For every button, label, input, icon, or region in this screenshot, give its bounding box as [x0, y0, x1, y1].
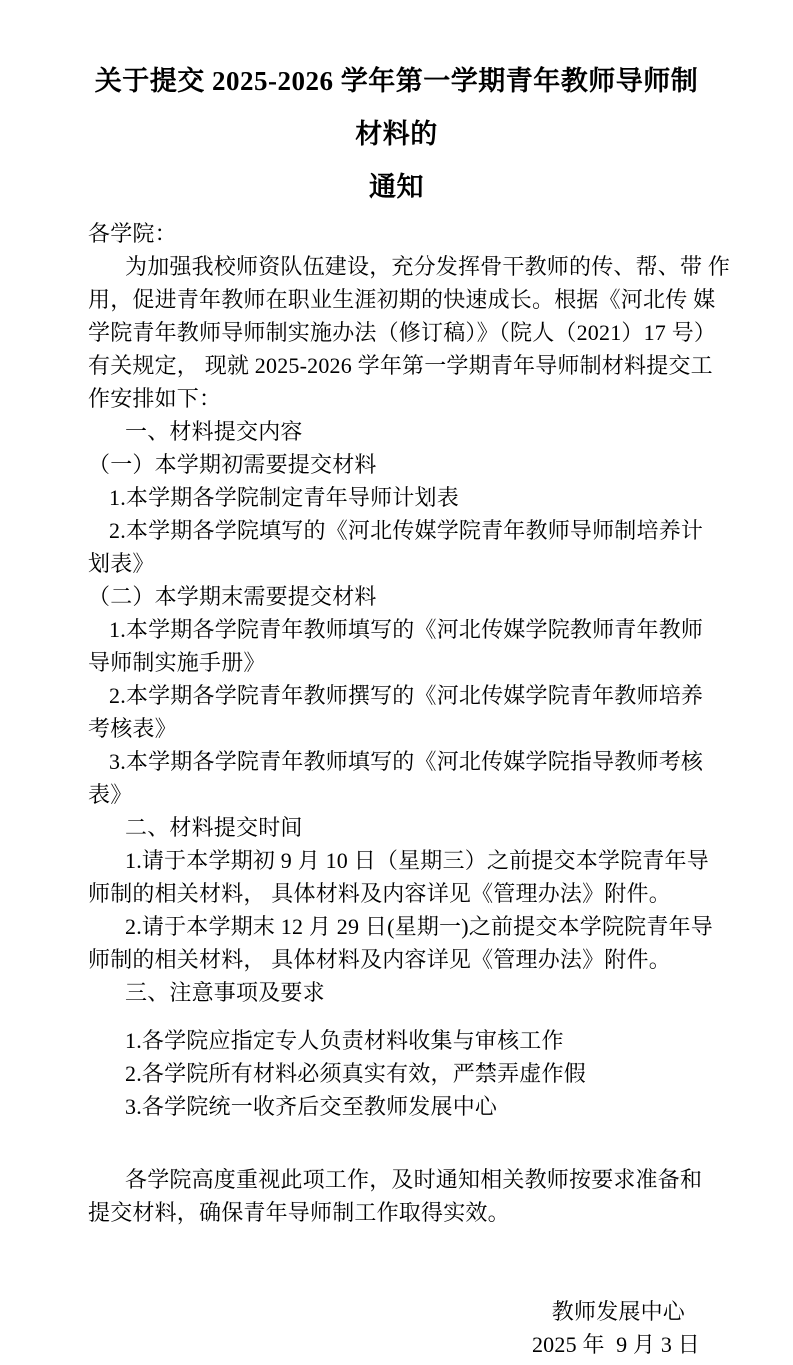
item-1-2-3-line-2: 表》 [88, 782, 133, 807]
item-3-3: 3.各学院统一收齐后交至教师发展中心 [125, 1094, 498, 1119]
intro-line-1: 为加强我校师资队伍建设，充分发挥骨干教师的传、帮、带 作 [125, 254, 731, 279]
intro-line-5: 作安排如下： [88, 386, 222, 411]
signature: 教师发展中心 [551, 1299, 685, 1324]
subsection-1-1-heading: （一）本学期初需要提交材料 [88, 452, 377, 477]
subsection-1-2-heading: （二）本学期末需要提交材料 [88, 584, 377, 609]
item-2-2-line-1: 2.请于本学期末 12 月 29 日(星期一)之前提交本学院院青年导 [125, 914, 713, 939]
intro-line-4: 有关规定， 现就 2025-2026 学年第一学期青年导师制材料提交工 [88, 353, 713, 378]
title-line-2: 通知 [369, 172, 424, 202]
item-1-2-1-line-1: 1.本学期各学院青年教师填写的《河北传媒学院教师青年教师 [109, 617, 704, 642]
spacer [88, 1123, 705, 1163]
item-1-2-3-line-1: 3.本学期各学院青年教师填写的《河北传媒学院指导教师考核 [109, 749, 704, 774]
salutation: 各学院： [88, 221, 177, 246]
item-1-1-2-line-2: 划表》 [88, 551, 155, 576]
document-body [88, 217, 731, 1229]
intro-line-2: 用，促进青年教师在职业生涯初期的快速成长。根据《河北传 媒 [88, 287, 716, 312]
date: 2025 年 9 月 3 日 [531, 1332, 700, 1357]
section-3-heading: 三、注意事项及要求 [125, 980, 325, 1005]
closing-line-2: 提交材料，确保青年导师制工作取得实效。 [88, 1200, 510, 1225]
section-2-heading: 二、材料提交时间 [125, 815, 303, 840]
spacer [88, 1229, 705, 1295]
item-2-1-line-1: 1.请于本学期初 9 月 10 日（星期三）之前提交本学院青年导 [125, 848, 709, 873]
item-1-1-2-line-1: 2.本学期各学院填写的《河北传媒学院青年教师导师制培养计 [109, 518, 704, 543]
item-3-1: 1.各学院应指定专人负责材料收集与审核工作 [125, 1028, 564, 1053]
closing-line-1: 各学院高度重视此项工作，及时通知相关教师按要求准备和 [125, 1167, 703, 1192]
title-line-1: 关于提交 2025-2026 学年第一学期青年教师导师制材料的 [94, 66, 699, 149]
signature-block [88, 1295, 705, 1361]
intro-line-3: 学院青年教师导师制实施办法（修订稿）》（院人（2021）17 号） [88, 320, 717, 345]
item-1-1-1: 1.本学期各学院制定青年导师计划表 [109, 485, 459, 510]
item-1-2-2-line-2: 考核表》 [88, 716, 177, 741]
item-1-2-2-line-1: 2.本学期各学院青年教师撰写的《河北传媒学院青年教师培养 [109, 683, 704, 708]
item-3-2: 2.各学院所有材料必须真实有效，严禁弄虚作假 [125, 1061, 586, 1086]
item-1-2-1-line-2: 导师制实施手册》 [88, 650, 266, 675]
item-2-2-line-2: 师制的相关材料， 具体材料及内容详见《管理办法》附件。 [88, 947, 671, 972]
spacer [88, 1009, 705, 1024]
document-title [88, 55, 705, 214]
section-1-heading: 一、材料提交内容 [125, 419, 303, 444]
item-2-1-line-2: 师制的相关材料， 具体材料及内容详见《管理办法》附件。 [88, 881, 671, 906]
